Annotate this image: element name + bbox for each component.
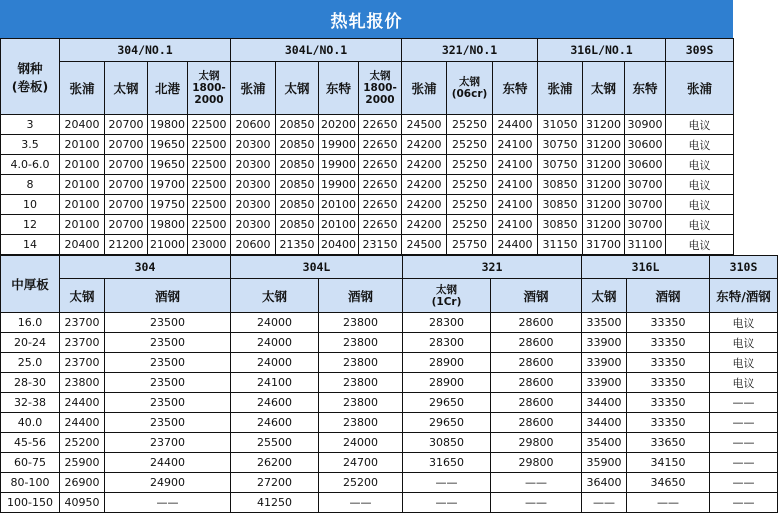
price-cell: 30600 bbox=[625, 135, 666, 155]
price-cell: 20600 bbox=[231, 235, 276, 255]
column-header: 太钢 bbox=[60, 279, 105, 313]
price-cell: 23800 bbox=[319, 333, 403, 353]
price-cell: 20850 bbox=[276, 195, 319, 215]
group-header: 304 bbox=[60, 256, 231, 279]
price-cell: 30600 bbox=[625, 155, 666, 175]
price-cell: 30700 bbox=[625, 195, 666, 215]
spec-cell: 25.0 bbox=[1, 353, 60, 373]
price-cell: 31200 bbox=[583, 135, 625, 155]
spec-cell: 3.5 bbox=[1, 135, 60, 155]
price-cell: 23700 bbox=[105, 433, 231, 453]
price-cell: 31200 bbox=[583, 115, 625, 135]
price-cell: 33900 bbox=[582, 373, 627, 393]
price-cell: 20850 bbox=[276, 215, 319, 235]
price-cell: 21200 bbox=[105, 235, 148, 255]
spec-cell: 10 bbox=[1, 195, 60, 215]
price-cell: 19750 bbox=[148, 195, 188, 215]
price-cell: 24000 bbox=[231, 353, 319, 373]
price-cell: 25250 bbox=[447, 215, 493, 235]
column-header: 太钢 bbox=[276, 62, 319, 115]
price-cell: 20700 bbox=[105, 135, 148, 155]
price-cell: 20100 bbox=[319, 195, 359, 215]
price-cell: 23000 bbox=[188, 235, 231, 255]
price-cell: 29650 bbox=[403, 413, 491, 433]
price-cell: 25250 bbox=[447, 175, 493, 195]
table-row bbox=[1, 353, 778, 373]
price-cell: 21350 bbox=[276, 235, 319, 255]
price-cell: 25750 bbox=[447, 235, 493, 255]
price-cell: 23800 bbox=[319, 313, 403, 333]
price-cell: 30700 bbox=[625, 175, 666, 195]
spec-cell: 32-38 bbox=[1, 393, 60, 413]
price-cell: 25250 bbox=[447, 115, 493, 135]
group-header: 316L/NO.1 bbox=[538, 39, 666, 62]
price-cell: 28300 bbox=[403, 333, 491, 353]
price-cell: 26200 bbox=[231, 453, 319, 473]
price-cell: 19800 bbox=[148, 115, 188, 135]
group-header: 304/NO.1 bbox=[60, 39, 231, 62]
table-row bbox=[1, 135, 734, 155]
price-cell: —— bbox=[710, 393, 778, 413]
column-header: 太钢 bbox=[582, 279, 627, 313]
price-cell: 20100 bbox=[60, 215, 105, 235]
price-cell: 33350 bbox=[627, 373, 710, 393]
price-cell: 30750 bbox=[538, 135, 583, 155]
price-cell: 23150 bbox=[359, 235, 402, 255]
price-cell: 20600 bbox=[231, 115, 276, 135]
price-cell: 23800 bbox=[319, 413, 403, 433]
price-cell: 29650 bbox=[403, 393, 491, 413]
price-cell: 25900 bbox=[60, 453, 105, 473]
column-header: 太钢 1800- 2000 bbox=[359, 62, 402, 115]
price-cell: 20100 bbox=[60, 135, 105, 155]
column-header: 东特 bbox=[319, 62, 359, 115]
price-cell: 25200 bbox=[319, 473, 403, 493]
price-cell: 20850 bbox=[276, 115, 319, 135]
price-cell: 24400 bbox=[60, 413, 105, 433]
price-cell: 28600 bbox=[491, 373, 582, 393]
price-cell: 23500 bbox=[105, 313, 231, 333]
corner-label: 钢种 (卷板) bbox=[1, 39, 60, 115]
price-cell: 20300 bbox=[231, 215, 276, 235]
price-cell: 27200 bbox=[231, 473, 319, 493]
column-header: 张浦 bbox=[666, 62, 734, 115]
corner-label: 中厚板 bbox=[1, 256, 60, 313]
spec-cell: 3 bbox=[1, 115, 60, 135]
spec-cell: 16.0 bbox=[1, 313, 60, 333]
price-cell: 22650 bbox=[359, 135, 402, 155]
column-header: 东特/酒钢 bbox=[710, 279, 778, 313]
spec-cell: 40.0 bbox=[1, 413, 60, 433]
price-cell: 33350 bbox=[627, 313, 710, 333]
price-cell: 41250 bbox=[231, 493, 319, 513]
price-cell: 23500 bbox=[105, 373, 231, 393]
price-cell: 33500 bbox=[582, 313, 627, 333]
group-header: 304L/NO.1 bbox=[231, 39, 402, 62]
table-row bbox=[1, 155, 734, 175]
price-cell: 22500 bbox=[188, 175, 231, 195]
price-cell: 20700 bbox=[105, 175, 148, 195]
price-cell: 24400 bbox=[493, 115, 538, 135]
column-header: 太钢 bbox=[583, 62, 625, 115]
table-row bbox=[1, 493, 778, 513]
column-header: 太钢 1800- 2000 bbox=[188, 62, 231, 115]
price-cell: 30850 bbox=[538, 215, 583, 235]
price-cell: 25200 bbox=[60, 433, 105, 453]
price-cell: —— bbox=[491, 473, 582, 493]
price-cell: 20300 bbox=[231, 175, 276, 195]
price-cell: 31200 bbox=[583, 215, 625, 235]
column-header: 酒钢 bbox=[319, 279, 403, 313]
price-cell: 23500 bbox=[105, 333, 231, 353]
price-cell: 23800 bbox=[319, 393, 403, 413]
price-cell: 29800 bbox=[491, 433, 582, 453]
price-cell: 19900 bbox=[319, 175, 359, 195]
price-cell: 24100 bbox=[231, 373, 319, 393]
price-cell: 24900 bbox=[105, 473, 231, 493]
price-cell: 34150 bbox=[627, 453, 710, 473]
table-row bbox=[1, 115, 734, 135]
price-cell: 28600 bbox=[491, 333, 582, 353]
table-row bbox=[1, 393, 778, 413]
price-cell: 电议 bbox=[710, 313, 778, 333]
table-row bbox=[1, 453, 778, 473]
column-header: 太钢 bbox=[231, 279, 319, 313]
price-cell: —— bbox=[582, 493, 627, 513]
price-cell: 25500 bbox=[231, 433, 319, 453]
spec-cell: 8 bbox=[1, 175, 60, 195]
table-row bbox=[1, 473, 778, 493]
price-cell: —— bbox=[710, 413, 778, 433]
spec-cell: 100-150 bbox=[1, 493, 60, 513]
spec-cell: 4.0-6.0 bbox=[1, 155, 60, 175]
spec-cell: 14 bbox=[1, 235, 60, 255]
price-cell: 30850 bbox=[403, 433, 491, 453]
price-cell: 24200 bbox=[402, 175, 447, 195]
group-header: 304L bbox=[231, 256, 403, 279]
price-cell: 24200 bbox=[402, 135, 447, 155]
price-cell: 31100 bbox=[625, 235, 666, 255]
table-row bbox=[1, 235, 734, 255]
price-cell: 23500 bbox=[105, 413, 231, 433]
price-cell: —— bbox=[491, 493, 582, 513]
price-cell: 25250 bbox=[447, 135, 493, 155]
price-cell: 23800 bbox=[319, 373, 403, 393]
price-cell: 24600 bbox=[231, 393, 319, 413]
price-cell: 35900 bbox=[582, 453, 627, 473]
price-cell: —— bbox=[403, 473, 491, 493]
price-cell: 33900 bbox=[582, 333, 627, 353]
price-cell: 24400 bbox=[60, 393, 105, 413]
price-cell: 34650 bbox=[627, 473, 710, 493]
column-header: 酒钢 bbox=[627, 279, 710, 313]
price-cell: 24400 bbox=[493, 235, 538, 255]
price-cell: 29800 bbox=[491, 453, 582, 473]
price-cell: 28900 bbox=[403, 353, 491, 373]
plate-price-table bbox=[0, 255, 778, 513]
price-cell: 电议 bbox=[666, 215, 734, 235]
price-cell: 28300 bbox=[403, 313, 491, 333]
price-cell: 电议 bbox=[666, 135, 734, 155]
price-cell: 20100 bbox=[319, 215, 359, 235]
price-cell: —— bbox=[710, 493, 778, 513]
column-header: 酒钢 bbox=[105, 279, 231, 313]
spec-cell: 80-100 bbox=[1, 473, 60, 493]
price-cell: 24200 bbox=[402, 155, 447, 175]
price-cell: 19650 bbox=[148, 155, 188, 175]
price-cell: 24100 bbox=[493, 155, 538, 175]
price-cell: 20700 bbox=[105, 215, 148, 235]
price-cell: 23500 bbox=[105, 353, 231, 373]
price-cell: 24500 bbox=[402, 115, 447, 135]
group-header: 316L bbox=[582, 256, 710, 279]
price-cell: 20300 bbox=[231, 195, 276, 215]
price-cell: 30850 bbox=[538, 175, 583, 195]
price-cell: 28600 bbox=[491, 393, 582, 413]
price-cell: 28600 bbox=[491, 413, 582, 433]
table-row bbox=[1, 333, 778, 353]
price-cell: 24600 bbox=[231, 413, 319, 433]
column-header: 张浦 bbox=[60, 62, 105, 115]
price-cell: 24500 bbox=[402, 235, 447, 255]
price-cell: 34400 bbox=[582, 393, 627, 413]
group-header: 309S bbox=[666, 39, 734, 62]
price-cell: 20400 bbox=[319, 235, 359, 255]
price-cell: 24100 bbox=[493, 195, 538, 215]
price-cell: 31200 bbox=[583, 155, 625, 175]
price-cell: 24100 bbox=[493, 135, 538, 155]
group-header: 310S bbox=[710, 256, 778, 279]
price-cell: 25250 bbox=[447, 195, 493, 215]
price-cell: 33350 bbox=[627, 413, 710, 433]
column-header: 东特 bbox=[493, 62, 538, 115]
coil-price-table bbox=[0, 38, 734, 255]
spec-cell: 28-30 bbox=[1, 373, 60, 393]
price-cell: 22650 bbox=[359, 175, 402, 195]
price-cell: 35400 bbox=[582, 433, 627, 453]
column-header: 张浦 bbox=[538, 62, 583, 115]
price-cell: 电议 bbox=[710, 353, 778, 373]
price-cell: 电议 bbox=[666, 235, 734, 255]
column-header: 北港 bbox=[148, 62, 188, 115]
price-cell: 20200 bbox=[319, 115, 359, 135]
price-cell: 20850 bbox=[276, 175, 319, 195]
price-cell: 20850 bbox=[276, 135, 319, 155]
table-row bbox=[1, 373, 778, 393]
price-cell: 19900 bbox=[319, 155, 359, 175]
price-cell: 20850 bbox=[276, 155, 319, 175]
column-header: 酒钢 bbox=[491, 279, 582, 313]
price-cell: 24000 bbox=[231, 313, 319, 333]
price-cell: 19900 bbox=[319, 135, 359, 155]
price-cell: 30850 bbox=[538, 195, 583, 215]
price-cell: 20700 bbox=[105, 115, 148, 135]
price-cell: 24000 bbox=[319, 433, 403, 453]
price-cell: 31650 bbox=[403, 453, 491, 473]
price-cell: 22500 bbox=[188, 115, 231, 135]
price-cell: 22500 bbox=[188, 195, 231, 215]
price-cell: 30700 bbox=[625, 215, 666, 235]
group-header: 321 bbox=[403, 256, 582, 279]
price-cell: 20300 bbox=[231, 135, 276, 155]
price-cell: —— bbox=[627, 493, 710, 513]
group-header: 321/NO.1 bbox=[402, 39, 538, 62]
price-cell: 24000 bbox=[231, 333, 319, 353]
price-cell: —— bbox=[403, 493, 491, 513]
spec-cell: 12 bbox=[1, 215, 60, 235]
price-cell: 31050 bbox=[538, 115, 583, 135]
spec-cell: 60-75 bbox=[1, 453, 60, 473]
price-cell: 23500 bbox=[105, 393, 231, 413]
price-cell: 40950 bbox=[60, 493, 105, 513]
price-cell: 24400 bbox=[105, 453, 231, 473]
price-cell: 23700 bbox=[60, 333, 105, 353]
price-cell: 20100 bbox=[60, 155, 105, 175]
price-cell: 22650 bbox=[359, 215, 402, 235]
price-cell: 电议 bbox=[710, 373, 778, 393]
price-cell: 31200 bbox=[583, 175, 625, 195]
price-cell: 23800 bbox=[60, 373, 105, 393]
price-cell: 20400 bbox=[60, 115, 105, 135]
column-header: 太钢 bbox=[105, 62, 148, 115]
price-cell: 21000 bbox=[148, 235, 188, 255]
price-cell: 28600 bbox=[491, 353, 582, 373]
price-cell: 33350 bbox=[627, 393, 710, 413]
price-cell: 20700 bbox=[105, 195, 148, 215]
column-header: 太钢 (1Cr) bbox=[403, 279, 491, 313]
price-cell: 31150 bbox=[538, 235, 583, 255]
price-cell: 20700 bbox=[105, 155, 148, 175]
spec-cell: 45-56 bbox=[1, 433, 60, 453]
price-cell: 33650 bbox=[627, 433, 710, 453]
price-cell: 电议 bbox=[710, 333, 778, 353]
price-cell: 36400 bbox=[582, 473, 627, 493]
price-cell: 电议 bbox=[666, 115, 734, 135]
column-header: 太钢 (06cr) bbox=[447, 62, 493, 115]
price-cell: —— bbox=[319, 493, 403, 513]
price-cell: 24100 bbox=[493, 215, 538, 235]
price-cell: 电议 bbox=[666, 155, 734, 175]
price-cell: 31700 bbox=[583, 235, 625, 255]
price-cell: 23800 bbox=[319, 353, 403, 373]
table-row bbox=[1, 215, 734, 235]
column-header: 张浦 bbox=[231, 62, 276, 115]
price-cell: 30900 bbox=[625, 115, 666, 135]
price-cell: 22500 bbox=[188, 155, 231, 175]
price-cell: 25250 bbox=[447, 155, 493, 175]
price-cell: 19800 bbox=[148, 215, 188, 235]
price-cell: 23700 bbox=[60, 353, 105, 373]
price-cell: 23700 bbox=[60, 313, 105, 333]
price-cell: 24700 bbox=[319, 453, 403, 473]
price-cell: —— bbox=[710, 433, 778, 453]
price-cell: 22500 bbox=[188, 215, 231, 235]
price-cell: 26900 bbox=[60, 473, 105, 493]
price-cell: 19650 bbox=[148, 135, 188, 155]
table-row bbox=[1, 175, 734, 195]
price-cell: 电议 bbox=[666, 175, 734, 195]
price-cell: 20400 bbox=[60, 235, 105, 255]
price-cell: 22500 bbox=[188, 135, 231, 155]
spec-cell: 20-24 bbox=[1, 333, 60, 353]
price-cell: 22650 bbox=[359, 155, 402, 175]
table-row bbox=[1, 313, 778, 333]
price-cell: 33350 bbox=[627, 333, 710, 353]
price-cell: 28600 bbox=[491, 313, 582, 333]
price-cell: 24200 bbox=[402, 195, 447, 215]
price-cell: —— bbox=[105, 493, 231, 513]
price-cell: 24200 bbox=[402, 215, 447, 235]
price-cell: 电议 bbox=[666, 195, 734, 215]
price-cell: 33900 bbox=[582, 353, 627, 373]
price-cell: 33350 bbox=[627, 353, 710, 373]
price-cell: 22650 bbox=[359, 115, 402, 135]
column-header: 东特 bbox=[625, 62, 666, 115]
price-cell: 20100 bbox=[60, 195, 105, 215]
price-cell: 30750 bbox=[538, 155, 583, 175]
price-cell: 22650 bbox=[359, 195, 402, 215]
price-cell: 24100 bbox=[493, 175, 538, 195]
table-row bbox=[1, 413, 778, 433]
table-row bbox=[1, 433, 778, 453]
price-cell: 28900 bbox=[403, 373, 491, 393]
price-cell: —— bbox=[710, 453, 778, 473]
column-header: 张浦 bbox=[402, 62, 447, 115]
price-cell: 31200 bbox=[583, 195, 625, 215]
price-cell: 34400 bbox=[582, 413, 627, 433]
price-cell: 19700 bbox=[148, 175, 188, 195]
price-cell: 20100 bbox=[60, 175, 105, 195]
price-cell: 20300 bbox=[231, 155, 276, 175]
page-title: 热轧报价 bbox=[0, 0, 733, 38]
price-cell: —— bbox=[710, 473, 778, 493]
table-row bbox=[1, 195, 734, 215]
